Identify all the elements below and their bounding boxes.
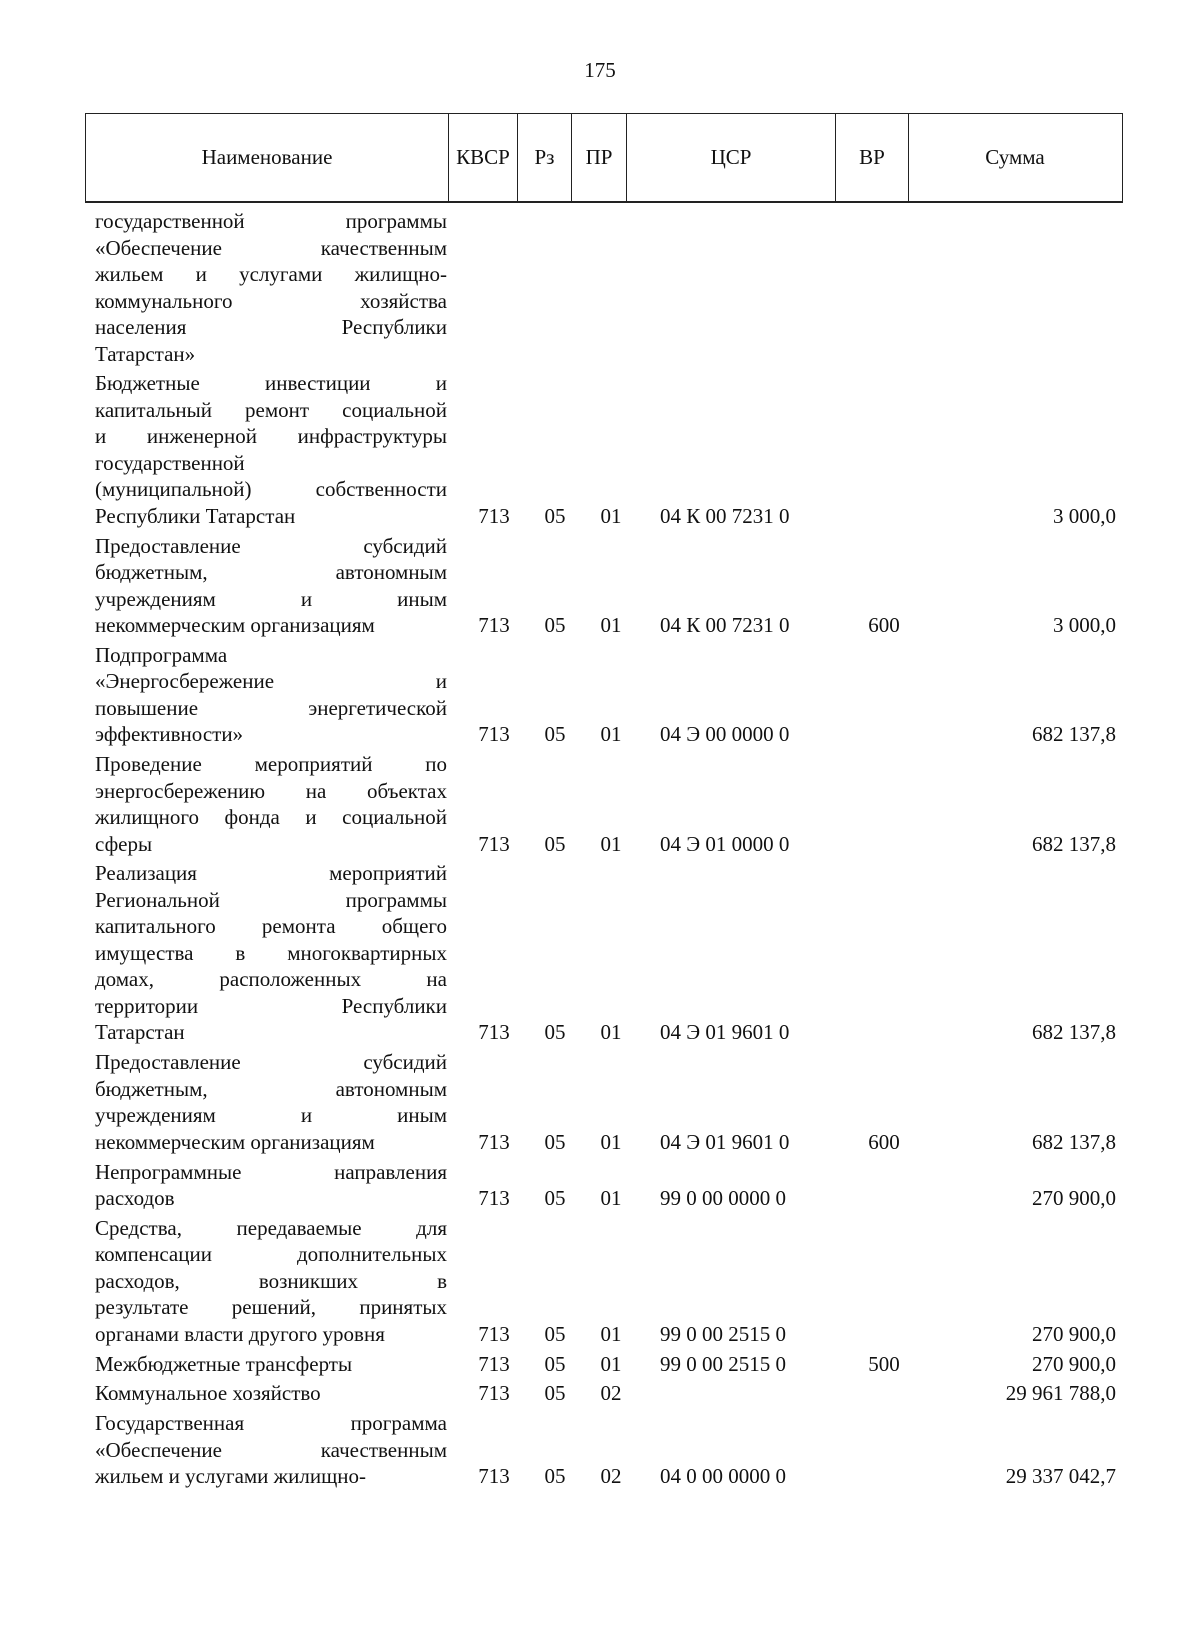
row-name	[95, 751, 447, 857]
row-sum: 270 900,0	[1032, 1186, 1116, 1211]
row-name	[95, 1049, 447, 1155]
row-csr: 99 0 00 2515 0	[660, 1351, 786, 1376]
row-name-line: Проведение мероприятий по	[95, 752, 447, 777]
row-name	[95, 1380, 447, 1407]
row-name-line: жилищного фонда и социальной	[95, 805, 447, 830]
row-rz: 05	[544, 1129, 566, 1154]
row-rz: 05	[544, 1351, 566, 1376]
row-rz: 05	[544, 1381, 566, 1406]
row-name-line: Средства, передаваемые для	[95, 1215, 447, 1240]
row-name-line: Предоставление субсидий	[95, 1050, 447, 1075]
row-name-line: государственной	[95, 450, 245, 475]
row-kvsr: 713	[478, 1186, 510, 1211]
row-sum: 682 137,8	[1032, 1020, 1116, 1045]
row-vr: 600	[868, 613, 900, 638]
table-row	[0, 1159, 1200, 1212]
row-kvsr: 713	[478, 1381, 510, 1406]
row-sum: 270 900,0	[1032, 1321, 1116, 1346]
row-name	[95, 860, 447, 1046]
table-row	[0, 751, 1200, 857]
row-name-line: Реализация мероприятий	[95, 861, 447, 886]
row-kvsr: 713	[478, 1020, 510, 1045]
row-rz: 05	[544, 831, 566, 856]
row-name-line: учреждениям и иным	[95, 586, 447, 611]
row-name-line: Межбюджетные трансферты	[95, 1351, 353, 1376]
row-kvsr: 713	[478, 1321, 510, 1346]
header-sum: Сумма	[908, 114, 1121, 201]
row-csr: 99 0 00 0000 0	[660, 1186, 786, 1211]
row-name-line: бюджетным, автономным	[95, 560, 447, 585]
row-name-line: жильем и услугами жилищно-	[95, 1464, 367, 1489]
row-pr: 01	[600, 722, 622, 747]
row-name-line: «Обеспечение качественным	[95, 235, 447, 260]
table-row	[0, 370, 1200, 529]
row-sum: 29 961 788,0	[1005, 1381, 1116, 1406]
row-pr: 01	[600, 1129, 622, 1154]
row-sum: 682 137,8	[1032, 722, 1116, 747]
row-name-line: Предоставление субсидий	[95, 533, 447, 558]
table-body	[0, 208, 1200, 1493]
row-name-line: капитальный ремонт социальной	[95, 397, 447, 422]
table-row	[0, 1380, 1200, 1407]
row-name-line: Республики Татарстан	[95, 503, 296, 528]
row-kvsr: 713	[478, 613, 510, 638]
row-name	[95, 1215, 447, 1348]
row-name-line: имущества в многоквартирных	[95, 940, 447, 965]
table-row	[0, 533, 1200, 639]
row-csr: 04 Э 01 0000 0	[660, 831, 790, 856]
row-name-line: коммунального хозяйства	[95, 288, 447, 313]
row-name-line: результате решений, принятых	[95, 1295, 447, 1320]
row-name-line: капитального ремонта общего	[95, 914, 447, 939]
header-vr: ВР	[835, 114, 908, 201]
row-csr: 04 Э 01 9601 0	[660, 1129, 790, 1154]
row-vr: 500	[868, 1351, 900, 1376]
row-kvsr: 713	[478, 1351, 510, 1376]
row-name-line: органами власти другого уровня	[95, 1321, 385, 1346]
table-row	[0, 1049, 1200, 1155]
row-name-line: жильем и услугами жилищно-	[95, 262, 447, 286]
table-header	[85, 113, 1123, 203]
row-csr: 04 0 00 0000 0	[660, 1464, 786, 1489]
row-name	[95, 208, 447, 367]
row-name-line: некоммерческим организациям	[95, 1129, 375, 1154]
row-rz: 05	[544, 1020, 566, 1045]
row-csr: 04 Э 00 0000 0	[660, 722, 790, 747]
row-pr: 01	[600, 1020, 622, 1045]
row-name-line: расходов, возникших в	[95, 1268, 447, 1293]
row-name	[95, 533, 447, 639]
row-name-line: Татарстан	[95, 1020, 185, 1045]
row-name-line: «Энергосбережение и	[95, 669, 447, 694]
row-rz: 05	[544, 1186, 566, 1211]
table-row	[0, 1410, 1200, 1490]
page-number: 175	[584, 58, 616, 82]
row-name-line: энергосбережению на объектах	[95, 778, 447, 803]
header-kvsr: КВСР	[448, 114, 517, 201]
row-name-line: территории Республики	[95, 993, 447, 1018]
row-rz: 05	[544, 613, 566, 638]
row-kvsr: 713	[478, 503, 510, 528]
table-row	[0, 860, 1200, 1046]
row-sum: 682 137,8	[1032, 831, 1116, 856]
header-rz: Рз	[517, 114, 571, 201]
table-row	[0, 1351, 1200, 1378]
row-name-line: Коммунальное хозяйство	[95, 1381, 321, 1406]
row-sum: 3 000,0	[1053, 503, 1116, 528]
row-name-line: государственной программы	[95, 209, 447, 233]
row-name-line: Подпрограмма	[95, 642, 228, 667]
row-sum: 682 137,8	[1032, 1129, 1116, 1154]
row-name-line: компенсации дополнительных	[95, 1242, 447, 1267]
row-name-line: расходов	[95, 1186, 175, 1211]
row-name-line: населения Республики	[95, 315, 447, 339]
row-vr: 600	[868, 1129, 900, 1154]
row-rz: 05	[544, 1321, 566, 1346]
header-csr: ЦСР	[626, 114, 835, 201]
row-pr: 02	[600, 1464, 622, 1489]
header-pr: ПР	[571, 114, 626, 201]
row-pr: 01	[600, 613, 622, 638]
row-name	[95, 1351, 447, 1378]
row-name-line: сферы	[95, 831, 153, 856]
row-name-line: (муниципальной) собственности	[95, 477, 447, 502]
row-name-line: бюджетным, автономным	[95, 1076, 447, 1101]
row-pr: 01	[600, 1351, 622, 1376]
row-pr: 01	[600, 831, 622, 856]
row-name-line: эффективности»	[95, 722, 244, 747]
row-name-line: Непрограммные направления	[95, 1159, 447, 1184]
row-name-line: Бюджетные инвестиции и	[95, 371, 447, 396]
row-name-line: повышение энергетической	[95, 695, 447, 720]
row-pr: 01	[600, 503, 622, 528]
table-row	[0, 642, 1200, 748]
row-pr: 01	[600, 1321, 622, 1346]
row-name-line: и инженерной инфраструктуры	[95, 424, 447, 449]
row-kvsr: 713	[478, 722, 510, 747]
row-name	[95, 1159, 447, 1212]
header-name: Наименование	[201, 145, 333, 169]
row-sum: 29 337 042,7	[1005, 1464, 1116, 1489]
row-name	[95, 1410, 447, 1490]
row-name-line: домах, расположенных на	[95, 967, 447, 992]
row-name-line: некоммерческим организациям	[95, 613, 375, 638]
row-rz: 05	[544, 503, 566, 528]
row-kvsr: 713	[478, 1464, 510, 1489]
table-row	[0, 1215, 1200, 1348]
row-rz: 05	[544, 722, 566, 747]
row-sum: 3 000,0	[1053, 613, 1116, 638]
row-sum: 270 900,0	[1032, 1351, 1116, 1376]
table-row	[0, 208, 1200, 367]
row-csr: 04 К 00 7231 0	[660, 613, 790, 638]
row-name-line: «Обеспечение качественным	[95, 1437, 447, 1462]
row-csr: 04 К 00 7231 0	[660, 503, 790, 528]
row-name-line: Региональной программы	[95, 887, 447, 912]
row-kvsr: 713	[478, 1129, 510, 1154]
row-csr: 99 0 00 2515 0	[660, 1321, 786, 1346]
row-csr: 04 Э 01 9601 0	[660, 1020, 790, 1045]
row-name-line: Государственная программа	[95, 1411, 447, 1436]
row-kvsr: 713	[478, 831, 510, 856]
row-name	[95, 370, 447, 529]
row-name-line: Татарстан»	[95, 341, 196, 366]
row-pr: 01	[600, 1186, 622, 1211]
row-name	[95, 642, 447, 748]
row-rz: 05	[544, 1464, 566, 1489]
row-name-line: учреждениям и иным	[95, 1103, 447, 1128]
row-pr: 02	[600, 1381, 622, 1406]
